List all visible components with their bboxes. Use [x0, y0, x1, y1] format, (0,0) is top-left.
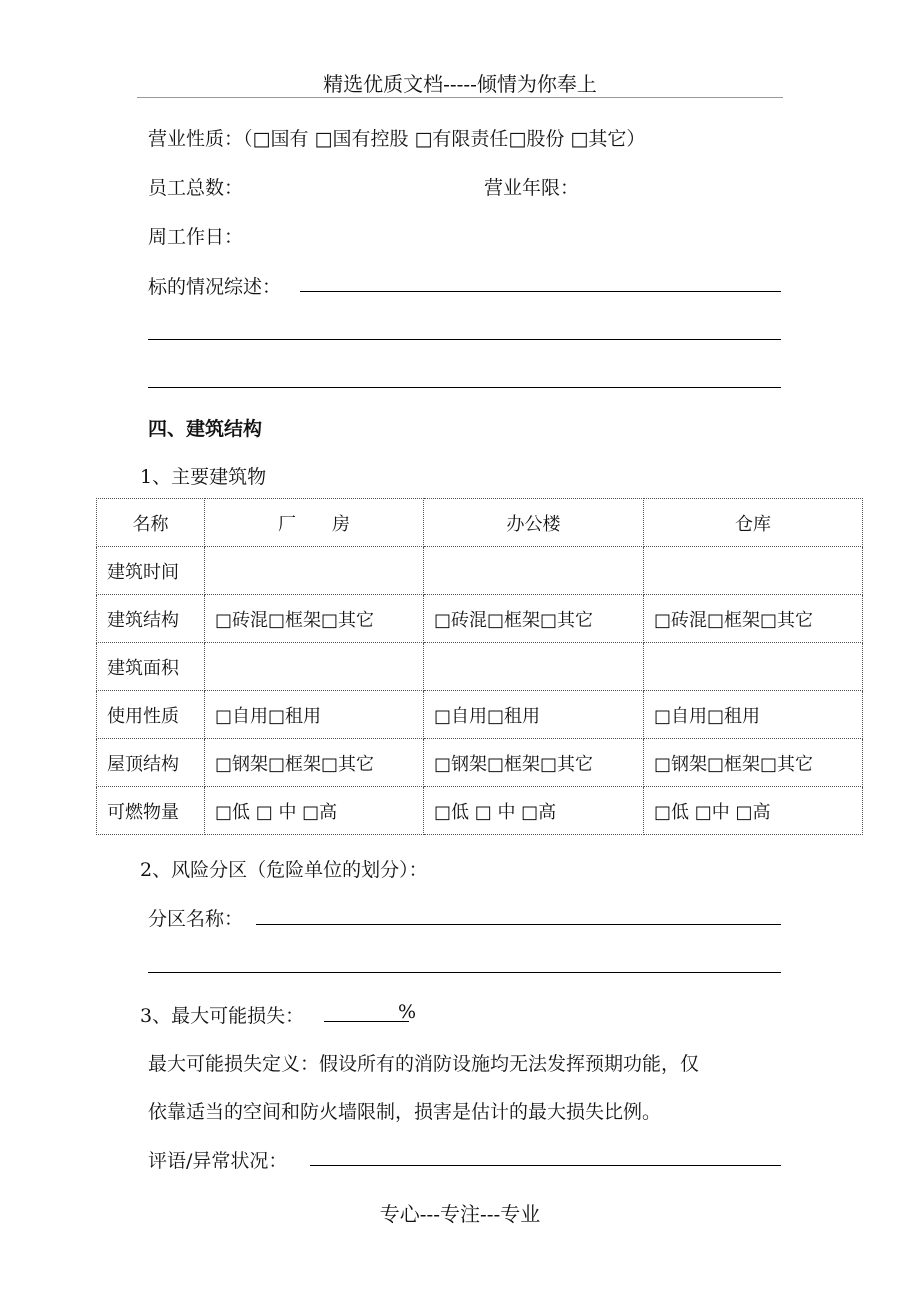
summary-blank-1[interactable] — [300, 291, 781, 292]
table-cell[interactable] — [424, 643, 644, 691]
row-label: 建筑结构 — [97, 595, 205, 643]
sub-heading-zones: 2、风险分区（危险单位的划分）： — [140, 859, 428, 881]
sub-heading-buildings: 1、主要建筑物 — [140, 466, 267, 488]
table-cell[interactable]: □自用□租用 — [205, 691, 424, 739]
summary-label: 标的情况综述： — [148, 276, 282, 298]
table-row — [97, 691, 863, 739]
table-cell[interactable] — [424, 547, 644, 595]
years-label: 营业年限： — [484, 177, 580, 199]
table-cell[interactable]: □自用□租用 — [424, 691, 644, 739]
table-cell[interactable] — [205, 643, 424, 691]
table-cell[interactable]: □钢架□框架□其它 — [644, 739, 863, 787]
page-header: 精选优质文档-----倾情为你奉上 — [323, 72, 597, 96]
table-row — [97, 643, 863, 691]
table-cell[interactable]: □砖混□框架□其它 — [644, 595, 863, 643]
table-row — [97, 787, 863, 835]
workdays-label: 周工作日： — [148, 226, 244, 248]
table-row — [97, 595, 863, 643]
table-header-cell: 仓库 — [644, 499, 863, 547]
row-label: 建筑时间 — [97, 547, 205, 595]
header-divider — [137, 97, 783, 98]
table-cell[interactable]: □低 □ 中 □高 — [205, 787, 424, 835]
table-cell[interactable]: □砖混□框架□其它 — [205, 595, 424, 643]
table-cell[interactable]: □低 □中 □高 — [644, 787, 863, 835]
section-title: 四、建筑结构 — [148, 418, 263, 440]
table-cell[interactable]: □钢架□框架□其它 — [424, 739, 644, 787]
table-row — [97, 739, 863, 787]
summary-blank-2[interactable] — [148, 339, 781, 340]
definition-line-2: 依靠适当的空间和防火墙限制，损害是估计的最大损失比例。 — [148, 1101, 662, 1123]
summary-blank-3[interactable] — [148, 387, 781, 388]
table-cell[interactable]: □低 □ 中 □高 — [424, 787, 644, 835]
zone-name-blank-2[interactable] — [148, 972, 781, 973]
table-header-cell: 名称 — [97, 499, 205, 547]
table-cell[interactable]: □钢架□框架□其它 — [205, 739, 424, 787]
table-header-cell: 厂 房 — [205, 499, 424, 547]
table-cell[interactable]: □砖混□框架□其它 — [424, 595, 644, 643]
table-cell[interactable] — [644, 643, 863, 691]
page-footer: 专心---专注---专业 — [379, 1202, 541, 1226]
table-cell[interactable]: □自用□租用 — [644, 691, 863, 739]
row-label: 屋顶结构 — [97, 739, 205, 787]
buildings-table — [96, 498, 863, 835]
table-row — [97, 547, 863, 595]
business-nature-field: 营业性质：（□国有 □国有控股 □有限责任□股份 □其它） — [148, 128, 646, 150]
comments-label: 评语/异常状况： — [148, 1150, 288, 1172]
comments-blank[interactable] — [310, 1165, 781, 1166]
row-label: 可燃物量 — [97, 787, 205, 835]
percent-sign: % — [398, 1001, 417, 1023]
table-header-row — [97, 499, 863, 547]
zone-name-blank-1[interactable] — [256, 924, 781, 925]
table-cell[interactable] — [644, 547, 863, 595]
max-loss-blank[interactable] — [324, 1021, 409, 1022]
table-cell[interactable] — [205, 547, 424, 595]
row-label: 建筑面积 — [97, 643, 205, 691]
zone-name-label: 分区名称： — [148, 908, 244, 930]
table-header-cell: 办公楼 — [424, 499, 644, 547]
employees-label: 员工总数： — [148, 177, 244, 199]
max-loss-label: 3、最大可能损失： — [140, 1005, 305, 1027]
row-label: 使用性质 — [97, 691, 205, 739]
definition-line-1: 最大可能损失定义：假设所有的消防设施均无法发挥预期功能，仅 — [148, 1053, 700, 1075]
